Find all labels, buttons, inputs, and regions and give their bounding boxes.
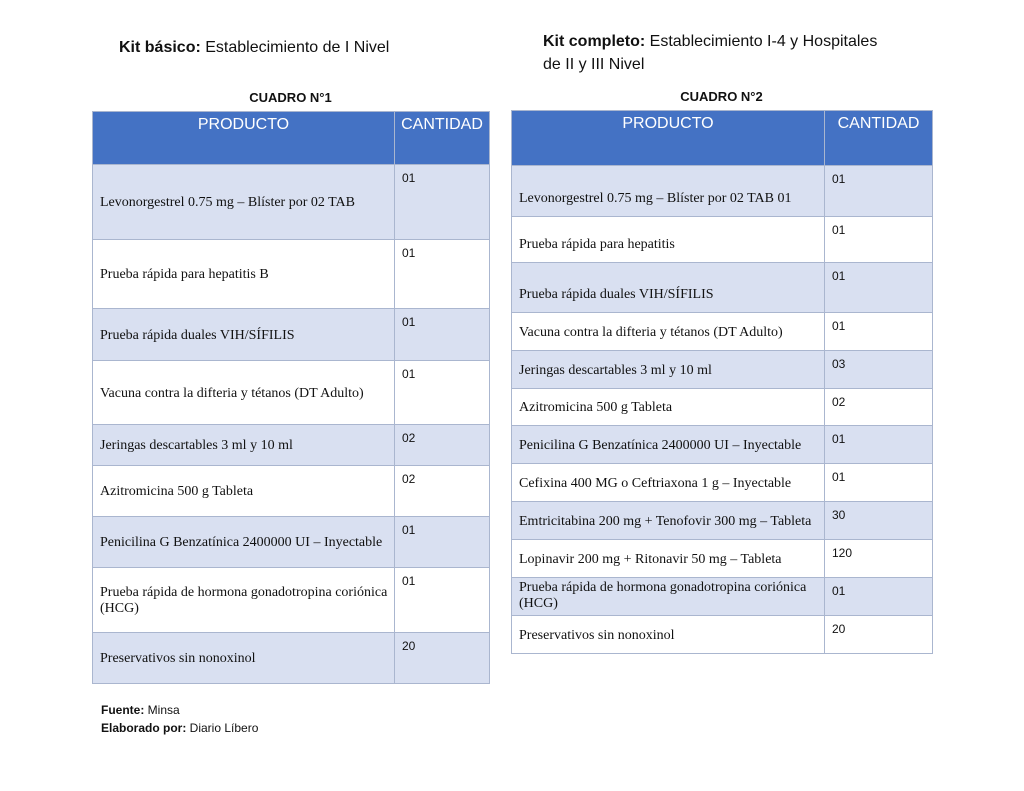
product-cell: Preservativos sin nonoxinol bbox=[512, 616, 825, 654]
table-row bbox=[512, 540, 933, 578]
footer-elaborado bbox=[101, 719, 258, 737]
table-row bbox=[93, 633, 490, 684]
table-row bbox=[512, 464, 933, 502]
footer-fuente bbox=[101, 701, 258, 719]
quantity-cell: 01 bbox=[825, 217, 933, 263]
product-cell: Prueba rápida duales VIH/SÍFILIS bbox=[512, 263, 825, 313]
table-row bbox=[512, 263, 933, 313]
table-row bbox=[512, 351, 933, 389]
product-cell: Prueba rápida para hepatitis B bbox=[93, 240, 395, 309]
quantity-cell: 20 bbox=[395, 633, 490, 684]
quantity-cell: 02 bbox=[825, 389, 933, 426]
left-heading-text: Establecimiento de I Nivel bbox=[200, 39, 390, 56]
product-cell: Emtricitabina 200 mg + Tenofovir 300 mg – Tableta bbox=[512, 502, 825, 540]
table-row bbox=[93, 425, 490, 466]
product-cell: Penicilina G Benzatínica 2400000 UI – Inyectable bbox=[93, 517, 395, 568]
product-cell: Cefixina 400 MG o Ceftriaxona 1 g – Inyectable bbox=[512, 464, 825, 502]
table-row bbox=[512, 502, 933, 540]
quantity-cell: 02 bbox=[395, 466, 490, 517]
product-cell: Prueba rápida de hormona gonadotropina coriónica (HCG) bbox=[93, 568, 395, 633]
table-row bbox=[93, 240, 490, 309]
product-cell: Prueba rápida para hepatitis bbox=[512, 217, 825, 263]
product-cell: Prueba rápida de hormona gonadotropina coriónica (HCG) bbox=[512, 578, 825, 616]
table-row bbox=[512, 166, 933, 217]
quantity-cell: 01 bbox=[395, 309, 490, 361]
fuente-label: Fuente: bbox=[101, 703, 145, 717]
product-cell: Penicilina G Benzatínica 2400000 UI – Inyectable bbox=[512, 426, 825, 464]
quantity-cell: 01 bbox=[825, 464, 933, 502]
elaborado-value: Diario Líbero bbox=[186, 721, 259, 735]
quantity-cell: 20 bbox=[825, 616, 933, 654]
left-heading bbox=[119, 36, 389, 59]
product-cell: Vacuna contra la difteria y tétanos (DT Adulto) bbox=[512, 313, 825, 351]
table-row bbox=[512, 616, 933, 654]
table-row bbox=[512, 426, 933, 464]
quantity-cell: 02 bbox=[395, 425, 490, 466]
product-cell: Jeringas descartables 3 ml y 10 ml bbox=[93, 425, 395, 466]
product-cell: Vacuna contra la difteria y tétanos (DT Adulto) bbox=[93, 361, 395, 425]
right-heading-label: Kit completo: bbox=[543, 33, 646, 50]
quantity-cell: 01 bbox=[825, 263, 933, 313]
quantity-cell: 01 bbox=[825, 166, 933, 217]
cuadro-1-header-cantidad: CANTIDAD bbox=[395, 112, 490, 165]
left-heading-label: Kit básico: bbox=[119, 39, 201, 56]
product-cell: Azitromicina 500 g Tableta bbox=[512, 389, 825, 426]
cuadro-1-table bbox=[92, 111, 490, 684]
footer bbox=[101, 701, 258, 737]
quantity-cell: 01 bbox=[825, 313, 933, 351]
table-row bbox=[93, 361, 490, 425]
quantity-cell: 01 bbox=[825, 426, 933, 464]
product-cell: Azitromicina 500 g Tableta bbox=[93, 466, 395, 517]
product-cell: Preservativos sin nonoxinol bbox=[93, 633, 395, 684]
product-cell: Lopinavir 200 mg + Ritonavir 50 mg – Tableta bbox=[512, 540, 825, 578]
cuadro-1-header-producto: PRODUCTO bbox=[93, 112, 395, 165]
table-row bbox=[93, 568, 490, 633]
table-row bbox=[93, 309, 490, 361]
table-row bbox=[93, 165, 490, 240]
product-cell: Jeringas descartables 3 ml y 10 ml bbox=[512, 351, 825, 389]
right-heading bbox=[543, 30, 923, 76]
quantity-cell: 01 bbox=[395, 361, 490, 425]
product-cell: Prueba rápida duales VIH/SÍFILIS bbox=[93, 309, 395, 361]
cuadro-2-label: CUADRO N°2 bbox=[680, 89, 763, 104]
table-row bbox=[93, 517, 490, 568]
right-heading-text-line2: de II y III Nivel bbox=[543, 56, 645, 73]
fuente-value: Minsa bbox=[144, 703, 180, 717]
table-row bbox=[93, 466, 490, 517]
table-row bbox=[512, 578, 933, 616]
cuadro-2-header-cantidad: CANTIDAD bbox=[825, 111, 933, 166]
table-row bbox=[512, 313, 933, 351]
quantity-cell: 01 bbox=[395, 240, 490, 309]
quantity-cell: 01 bbox=[395, 568, 490, 633]
quantity-cell: 01 bbox=[395, 165, 490, 240]
cuadro-1-label: CUADRO N°1 bbox=[249, 90, 332, 105]
elaborado-label: Elaborado por: bbox=[101, 721, 187, 735]
quantity-cell: 03 bbox=[825, 351, 933, 389]
quantity-cell: 120 bbox=[825, 540, 933, 578]
right-heading-text-line1: Establecimiento I-4 y Hospitales bbox=[645, 33, 878, 50]
quantity-cell: 01 bbox=[825, 578, 933, 616]
cuadro-2-header-producto: PRODUCTO bbox=[512, 111, 825, 166]
cuadro-2-table bbox=[511, 110, 933, 654]
quantity-cell: 01 bbox=[395, 517, 490, 568]
quantity-cell: 30 bbox=[825, 502, 933, 540]
product-cell: Levonorgestrel 0.75 mg – Blíster por 02 TAB 01 bbox=[512, 166, 825, 217]
table-row bbox=[512, 389, 933, 426]
product-cell: Levonorgestrel 0.75 mg – Blíster por 02 TAB bbox=[93, 165, 395, 240]
table-row bbox=[512, 217, 933, 263]
